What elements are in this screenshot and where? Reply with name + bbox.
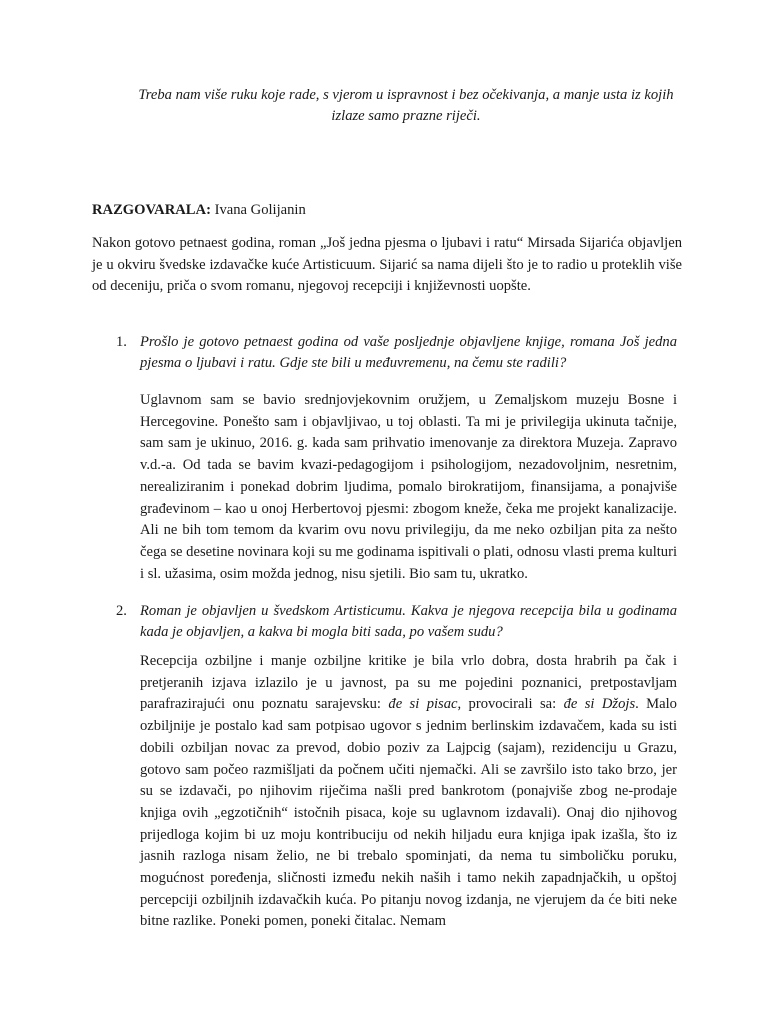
answer-paragraph: Uglavnom sam se bavio srednjovjekovnim oružjem, u Zemaljskom muzeju Bosne i Hercegovine. Ponešto sam i objavljivao, u toj oblasti. Ta mi je privilegija ukinuta tačnije, sam sam je ukinuo, 2016. g. kada sam prihvatio imenovanje za direktora Muzeja. Zapravo v.d.-a. Od tada se bavim kvazi-pedagogijom i psihologijom, nezadovoljnim, nesretnim, nerealiziranim i ponekad dobrim ljudima, pomalo birokratijom, finansijama, a ponajviše građevinom – kao u onoj Herbertovoj pjesmi: zbogom kneže, čeka me projekt kanalizacije. Ali ne bih tom temom da kvarim ovu novu privilegiju, da me neko ozbiljan pita za nešto čega se desetine novinara koji su me godinama ispitivali o plati, odnosu vlasti prema kulturi i sl. užasima, osim možda jednog, nisu sjetili. Bio sam tu, ukratko. [140, 392, 678, 582]
question-number: 1. [116, 334, 127, 350]
epigraph-quote: Treba nam više ruku koje rade, s vjerom u ispravnost i bez očekivanja, a manje usta iz kojih izlaze samo prazne riječi. [138, 87, 674, 124]
answer-paragraph [140, 651, 677, 933]
answer-text: Recepcija ozbiljne i manje ozbiljne kritike je bila vrlo dobra, dosta hrabrih pa čak i pretjeranih izjava izlazilo je u javnost, pa su me pojedini poznanici, pretpostavljam parafrazirajući onu poznatu sarajevsku: [140, 653, 677, 713]
answer-text: , provocirali sa: [457, 696, 564, 713]
intro-paragraph: Nakon gotovo petnaest godina, roman „Još jedna pjesma o ljubavi i ratu“ Mirsada Sijarića objavljen je u okviru švedske izdavačke kuće Artisticuum. Sijarić sa nama dijeli što je to radio u proteklih više od deceniju, priča o svom romanu, njegovoj recepciji i književnosti uopšte. [92, 235, 682, 294]
answer-quote-emphasis: đe si Džojs [563, 696, 636, 713]
question-text: Roman je objavljen u švedskom Artisticumu. Kakva je njegova recepcija bila u godinama kada je objavljen, a kakva bi mogla biti sada, po vašem sudu? [140, 603, 677, 640]
answer-quote-emphasis: đe si pisac [388, 696, 458, 713]
byline-author: Ivana Golijanin [214, 202, 306, 218]
byline [92, 200, 692, 221]
question-text: Prošlo je gotovo petnaest godina od vaše posljednje objavljene knjige, romana Još jedna pjesma o ljubavi i ratu. Gdje ste bili u međuvremenu, na čemu ste radili? [140, 334, 677, 371]
question-number: 2. [116, 603, 127, 619]
byline-label: RAZGOVARALA: [92, 202, 211, 218]
answer-text: . Malo ozbiljnije je postalo kad sam potpisao ugovor s jednim berlinskim izdavačem, kada su isti dobili ozbiljan novac za prevod, dobio poziv za Lajpcig (sajam), rezidenciju u Grazu, gotovo sam počeo razmišljati da počnem učiti njemački. Ali se završilo isto tako brzo, jer su se izdavači, po njihovim riječima našli pred bankrotom (ponajviše zbog ne-prodaje knjiga ovih „egzotičnih“ istočnih pisaca, koje su uglavnom izdavali). Onaj dio njihovog prijedloga kojim bi uz moju kontribuciju od nekih hiljadu eura knjiga ipak izašla, što iz jasnih razloga nisam želio, ne bi trebalo spominjati, da nema tu simboličku poruku, mogućnost poređenja, sličnosti između nekih naših i tamo nekih zapadnjačkih, u opštoj percepciji ozbiljnih izdavačkih kuća. Po pitanju novog izdanja, ne vjerujem da će biti neke bitne razlike. Poneki pomen, poneki čitalac. Nemam [140, 696, 677, 930]
